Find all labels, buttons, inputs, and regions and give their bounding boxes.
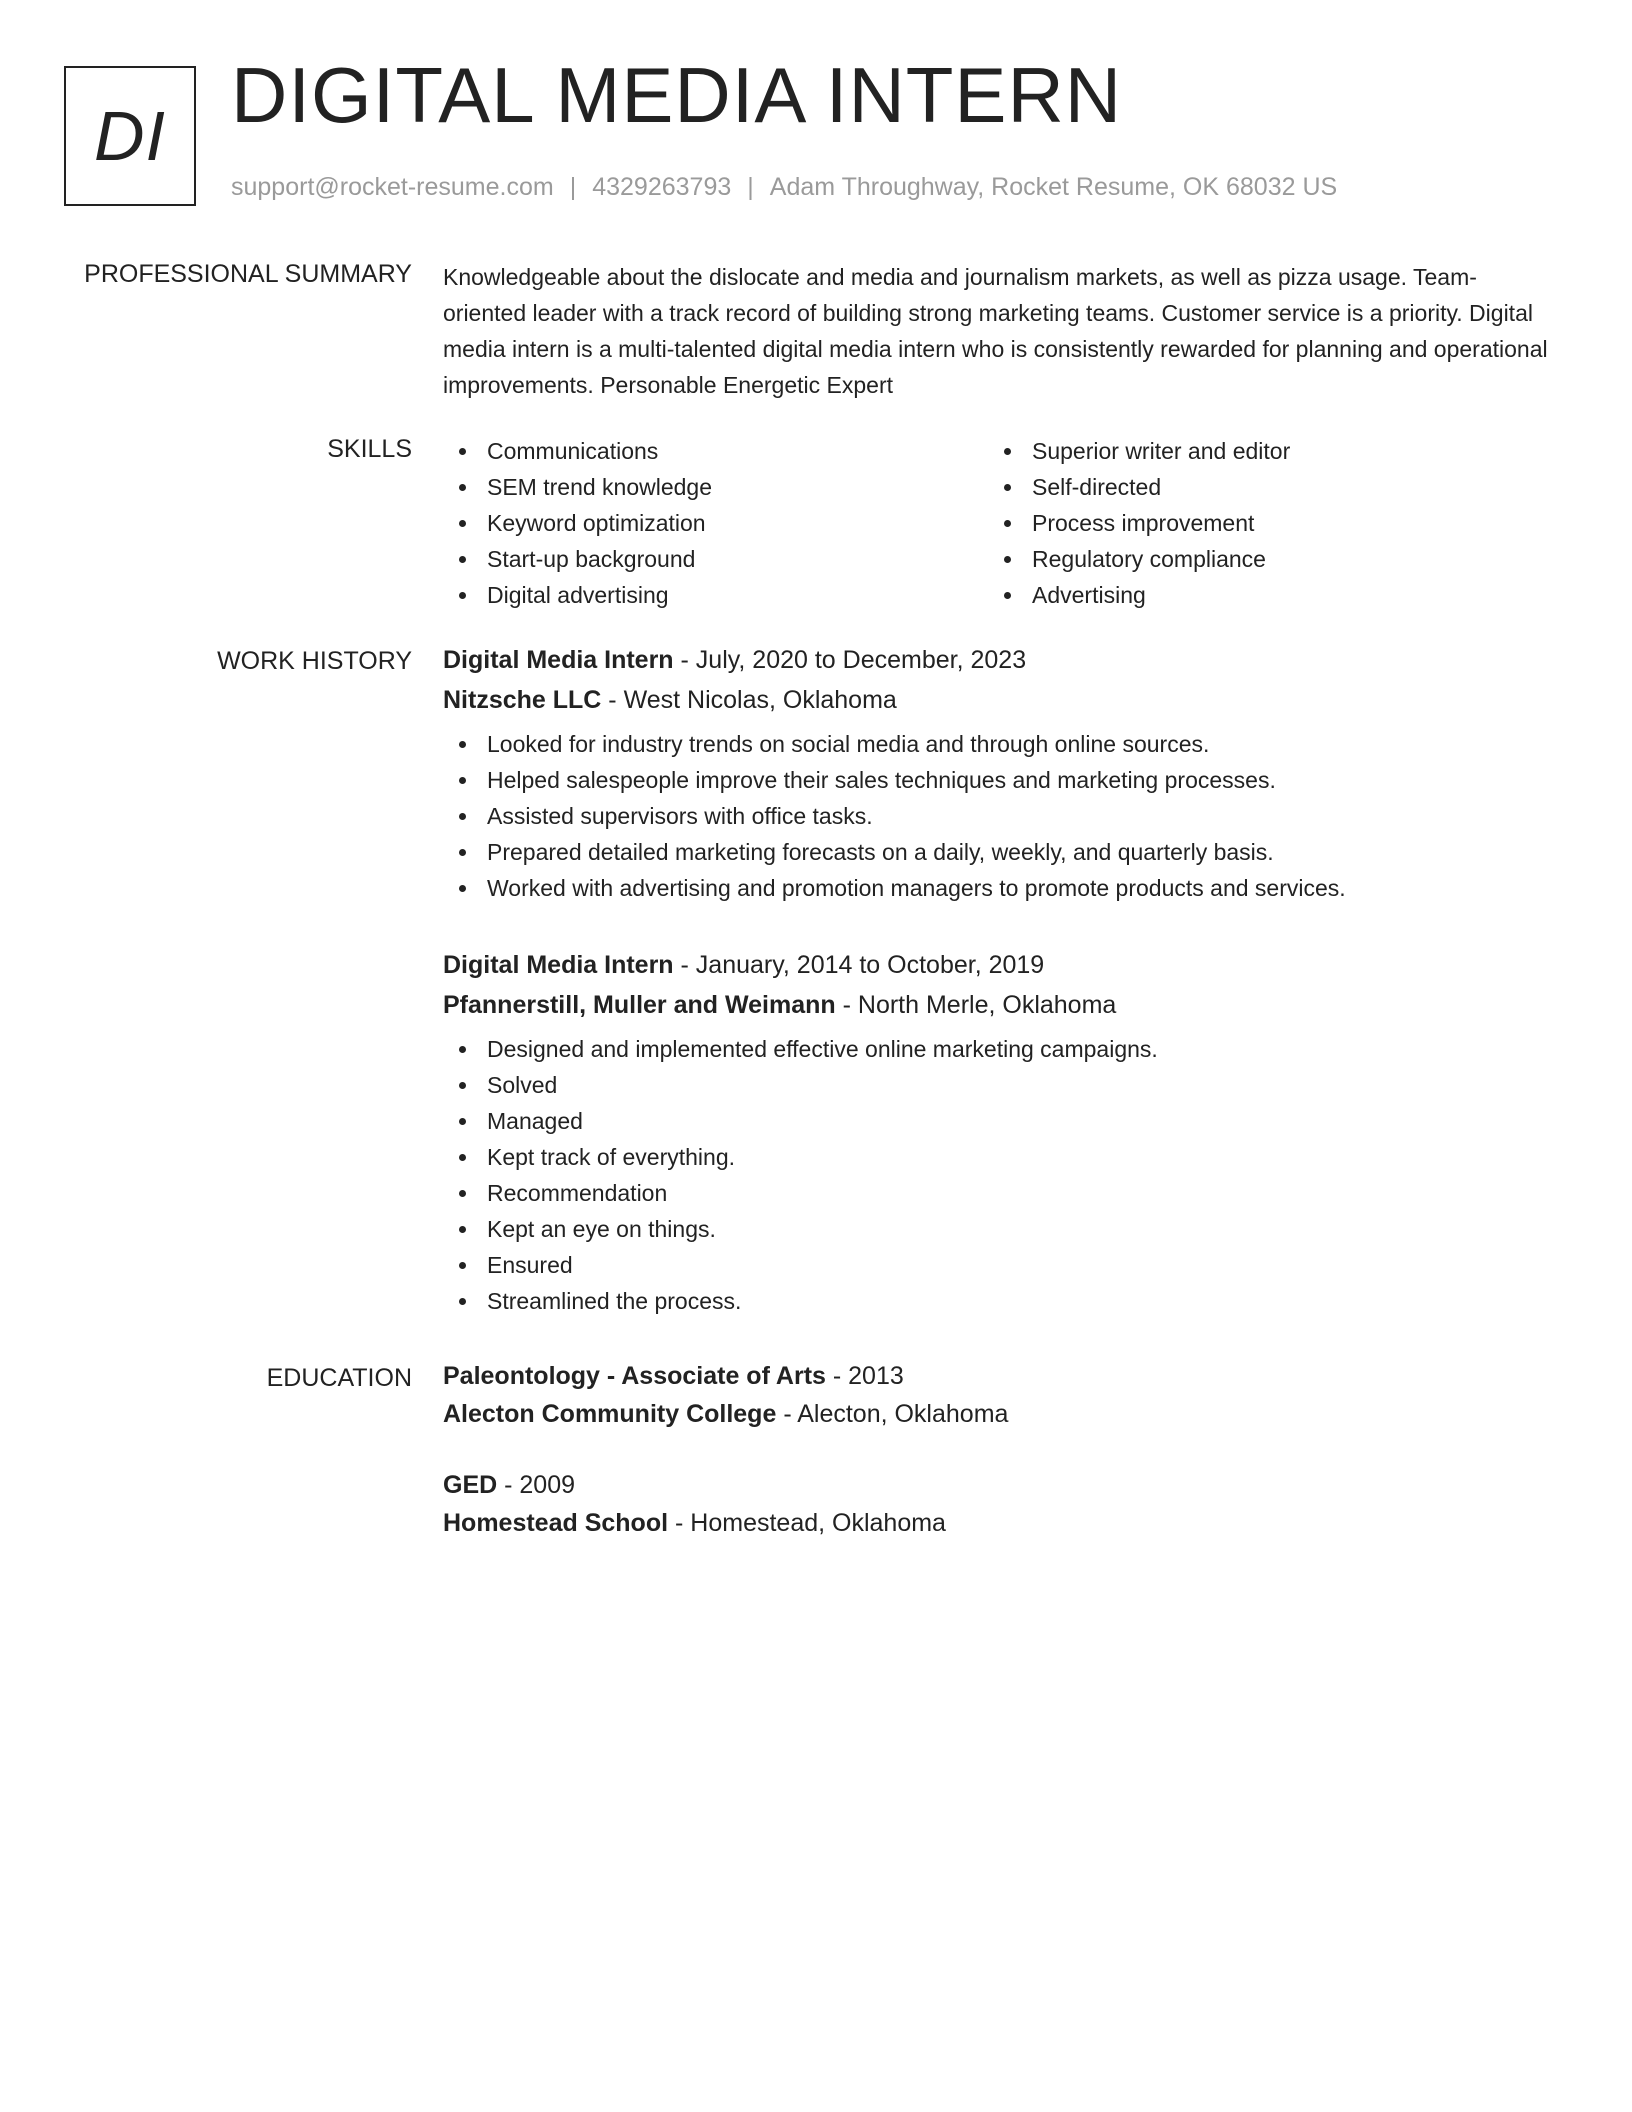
job-location: - North Merle, Oklahoma (835, 991, 1117, 1019)
contact-separator: | (569, 173, 577, 201)
contact-email: support@rocket-resume.com (231, 173, 554, 201)
job-bullets (443, 726, 1553, 906)
monogram-initials: DI (94, 97, 166, 175)
education-school: Alecton Community College (443, 1400, 777, 1428)
education-location: - Alecton, Oklahoma (776, 1400, 1009, 1428)
education-degree: GED (443, 1471, 498, 1499)
job-bullet: Ensured (443, 1247, 1553, 1283)
skill-item: Advertising (988, 577, 1533, 613)
job-bullets (443, 1031, 1553, 1319)
skills-column-left (443, 433, 988, 613)
skill-item: Communications (443, 433, 988, 469)
job-dates: - January, 2014 to October, 2019 (673, 951, 1045, 979)
monogram-box (64, 66, 196, 206)
skill-item: Superior writer and editor (988, 433, 1533, 469)
job-entry (443, 640, 1553, 906)
contact-separator: | (747, 173, 754, 201)
job-title-line (443, 640, 1553, 680)
education-entry (443, 1357, 1553, 1433)
job-bullet: Kept an eye on things. (443, 1211, 1553, 1247)
contact-phone: 4329263793 (592, 173, 732, 201)
skill-item: SEM trend knowledge (443, 469, 988, 505)
skill-item: Digital advertising (443, 577, 988, 613)
section-label-skills: SKILLS (327, 435, 412, 463)
education-degree: Paleontology - Associate of Arts (443, 1362, 826, 1390)
education-school-line (443, 1504, 1553, 1542)
skill-item: Keyword optimization (443, 505, 988, 541)
education-location: - Homestead, Oklahoma (668, 1509, 946, 1537)
education-degree-line (443, 1466, 1553, 1504)
skill-item: Start-up background (443, 541, 988, 577)
education-year: - 2009 (497, 1471, 576, 1499)
job-dates: - July, 2020 to December, 2023 (673, 646, 1027, 674)
section-label-education: EDUCATION (266, 1364, 412, 1392)
skill-item: Regulatory compliance (988, 541, 1533, 577)
job-bullet: Designed and implemented effective online marketing campaigns. (443, 1031, 1553, 1067)
job-bullet: Managed (443, 1103, 1553, 1139)
section-label-work-history: WORK HISTORY (217, 647, 412, 675)
education-degree-line (443, 1357, 1553, 1395)
job-company-line (443, 985, 1553, 1025)
job-title-line (443, 945, 1553, 985)
job-bullet: Solved (443, 1067, 1553, 1103)
job-bullet: Kept track of everything. (443, 1139, 1553, 1175)
job-bullet: Worked with advertising and promotion managers to promote products and services. (443, 870, 1553, 906)
skill-item: Self-directed (988, 469, 1533, 505)
job-title: Digital Media Intern (443, 951, 674, 979)
skills-list (443, 433, 1553, 613)
education-entry (443, 1466, 1553, 1542)
job-title: Digital Media Intern (443, 646, 674, 674)
job-company: Pfannerstill, Muller and Weimann (443, 991, 836, 1019)
job-company: Nitzsche LLC (443, 686, 602, 714)
education-school: Homestead School (443, 1509, 669, 1537)
job-bullet: Helped salespeople improve their sales techniques and marketing processes. (443, 762, 1553, 798)
skill-item: Process improvement (988, 505, 1533, 541)
job-bullet: Recommendation (443, 1175, 1553, 1211)
section-label-summary: PROFESSIONAL SUMMARY (84, 260, 412, 288)
job-bullet: Looked for industry trends on social media and through online sources. (443, 726, 1553, 762)
job-entry (443, 945, 1553, 1319)
job-bullet: Assisted supervisors with office tasks. (443, 798, 1553, 834)
education-year: - 2013 (825, 1362, 904, 1390)
skills-column-right (988, 433, 1533, 613)
resume-title: DIGITAL MEDIA INTERN (231, 51, 1123, 139)
contact-address: Adam Throughway, Rocket Resume, OK 68032 US (769, 173, 1338, 201)
job-company-line (443, 680, 1553, 720)
contact-line (231, 175, 1337, 200)
education-school-line (443, 1395, 1553, 1433)
job-bullet: Streamlined the process. (443, 1283, 1553, 1319)
job-location: - West Nicolas, Oklahoma (601, 686, 897, 714)
summary-text: Knowledgeable about the dislocate and media and journalism markets, as well as pizza usage. Team-oriented leader with a track record of building strong marketing teams. Customer service is a priority. Digital media intern is a multi-talented digital media intern who is consistently rewarded for planning and operational improvements. Personable Energetic Expert (443, 264, 1548, 398)
job-bullet: Prepared detailed marketing forecasts on a daily, weekly, and quarterly basis. (443, 834, 1553, 870)
